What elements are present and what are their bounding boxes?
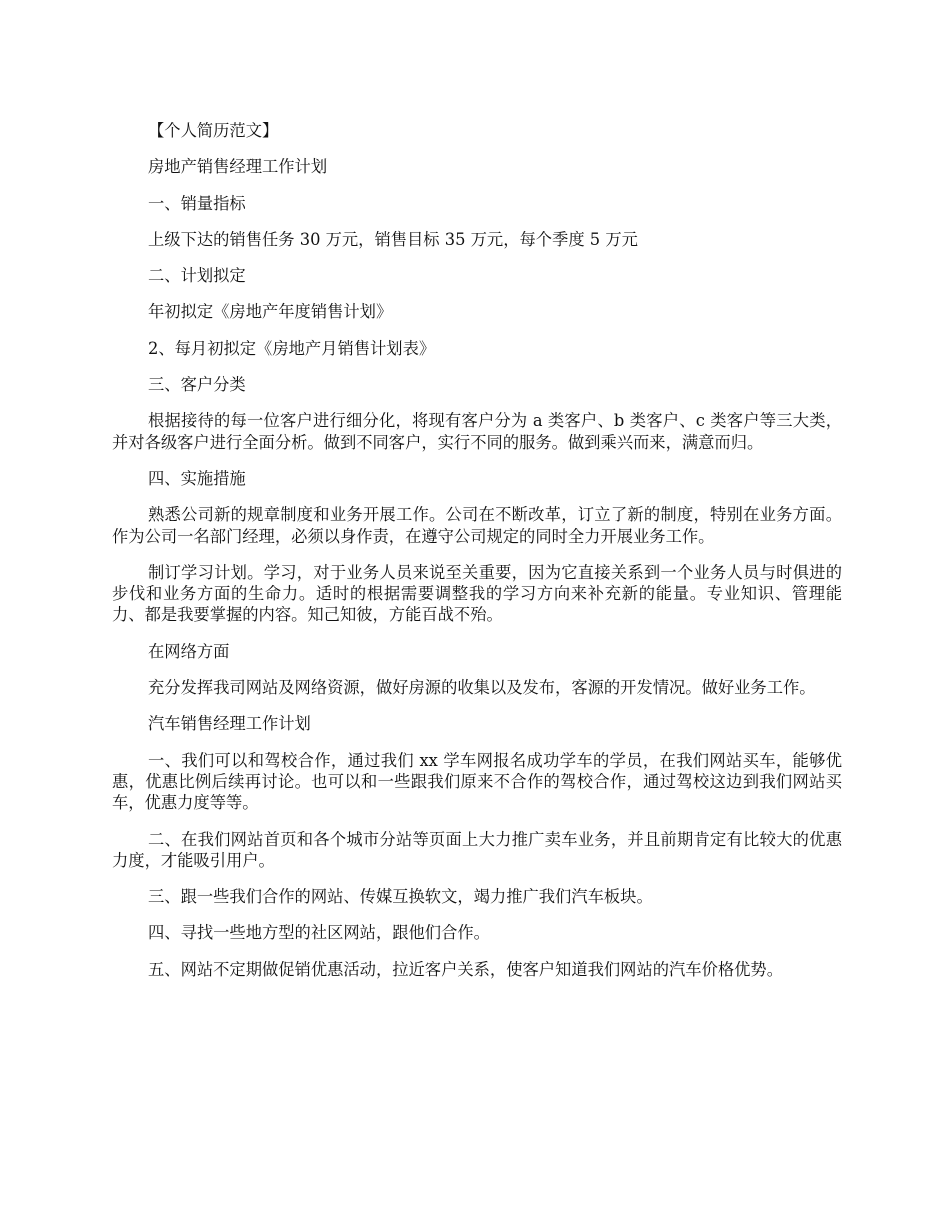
monthly-plan-text: 2、每月初拟定《房地产月销售计划表》 [148, 338, 436, 358]
car-plan-item-1: 一、我们可以和驾校合作，通过我们 xx 学车网报名成功学车的学员，在我们网站买车，能够优惠，优惠比例后续再讨论。也可以和一些跟我们原来不合作的驾校合作，通过驾校这边到我们网站买车，优惠力度等等。 [112, 750, 842, 813]
section-customer-heading: 三、客户分类 [148, 375, 246, 395]
car-plan-item-3: 三、跟一些我们合作的网站、传媒互换软文，竭力推广我们汽车板块。 [148, 887, 653, 907]
resume-tag-heading: 【个人简历范文】 [148, 121, 279, 140]
network-heading: 在网络方面 [148, 641, 230, 661]
car-plan-title: 汽车销售经理工作计划 [148, 714, 311, 734]
realestate-plan-title: 房地产销售经理工作计划 [148, 157, 328, 177]
car-plan-item-2: 二、在我们网站首页和各个城市分站等页面上大力推广卖车业务，并且前期肯定有比较大的优惠力度，才能吸引用户。 [112, 829, 842, 870]
car-plan-item-5: 五、网站不定期做促销优惠活动，拉近客户关系，使客户知道我们网站的汽车价格优势。 [148, 959, 783, 979]
document-page [112, 112, 842, 995]
study-plan-text: 制订学习计划。学习，对于业务人员来说至关重要，因为它直接关系到一个业务人员与时俱进的步伐和业务方面的生命力。适时的根据需要调整我的学习方向来补充新的能量。专业知识、管理能力、都是我要掌握的内容。知己知彼，方能百战不殆。 [112, 562, 842, 625]
section-plan-heading: 二、计划拟定 [148, 266, 246, 286]
rules-familiarization-text: 熟悉公司新的规章制度和业务开展工作。公司在不断改革，订立了新的制度，特别在业务方面。作为公司一名部门经理，必须以身作责，在遵守公司规定的同时全力开展业务工作。 [112, 505, 842, 546]
sales-target-text: 上级下达的销售任务 30 万元，销售目标 35 万元，每个季度 5 万元 [148, 229, 638, 249]
annual-plan-text: 年初拟定《房地产年度销售计划》 [148, 302, 393, 322]
customer-classification-text: 根据接待的每一位客户进行细分化，将现有客户分为 a 类客户、b 类客户、c 类客户等三大类，并对各级客户进行全面分析。做到不同客户，实行不同的服务。做到乘兴而来，满意而归。 [112, 411, 842, 452]
section-sales-target-heading: 一、销量指标 [148, 193, 246, 213]
section-measures-heading: 四、实施措施 [148, 468, 246, 488]
network-text: 充分发挥我司网站及网络资源，做好房源的收集以及发布，客源的开发情况。做好业务工作。 [148, 678, 816, 698]
car-plan-item-4: 四、寻找一些地方型的社区网站，跟他们合作。 [148, 923, 490, 943]
